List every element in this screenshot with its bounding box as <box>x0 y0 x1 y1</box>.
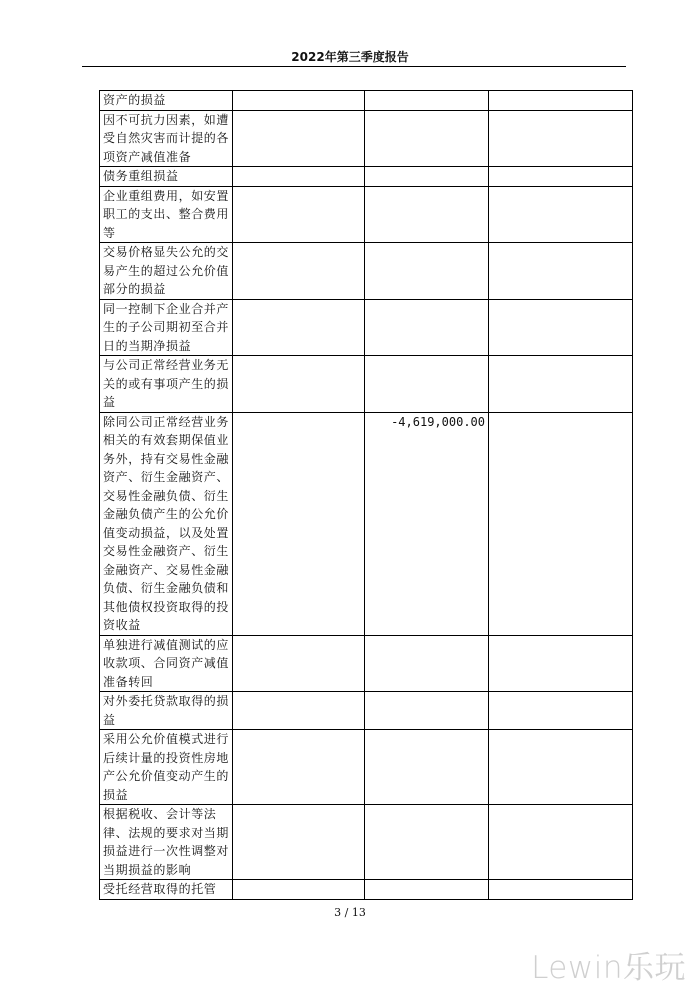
report-header-title: 2022年第三季度报告 <box>291 50 409 64</box>
value-cell <box>489 299 633 356</box>
value-cell <box>365 880 489 900</box>
item-label: 单独进行减值测试的应收款项、合同资产减值准备转回 <box>100 635 233 692</box>
value-cell <box>233 412 365 635</box>
value-cell <box>233 692 365 730</box>
table-row <box>100 805 633 880</box>
item-label: 资产的损益 <box>100 91 233 111</box>
table-row <box>100 167 633 187</box>
value-cell <box>489 880 633 900</box>
value-cell <box>233 805 365 880</box>
value-cell <box>233 91 365 111</box>
item-label: 根据税收、会计等法律、法规的要求对当期损益进行一次性调整对当期损益的影响 <box>100 805 233 880</box>
table-row <box>100 412 633 635</box>
item-label: 交易价格显失公允的交易产生的超过公允价值部分的损益 <box>100 243 233 300</box>
value-cell <box>233 356 365 413</box>
value-cell <box>365 243 489 300</box>
item-label: 同一控制下企业合并产生的子公司期初至合并日的当期净损益 <box>100 299 233 356</box>
value-cell <box>489 243 633 300</box>
item-label: 受托经营取得的托管 <box>100 880 233 900</box>
value-cell <box>233 880 365 900</box>
table-row <box>100 186 633 243</box>
value-cell <box>365 299 489 356</box>
watermark-logo: Lewin乐玩 <box>531 950 686 986</box>
value-cell <box>489 692 633 730</box>
table-row <box>100 91 633 111</box>
value-cell <box>489 635 633 692</box>
fair-value-change-amount: -4,619,000.00 <box>365 412 489 635</box>
value-cell <box>365 635 489 692</box>
header-divider <box>82 66 626 67</box>
item-label: 企业重组费用，如安置职工的支出、整合费用等 <box>100 186 233 243</box>
table-row <box>100 299 633 356</box>
item-label: 采用公允价值模式进行后续计量的投资性房地产公允价值变动产生的损益 <box>100 730 233 805</box>
value-cell <box>365 167 489 187</box>
table-row <box>100 110 633 167</box>
table-row <box>100 692 633 730</box>
item-label: 因不可抗力因素，如遭受自然灾害而计提的各项资产减值准备 <box>100 110 233 167</box>
value-cell <box>365 356 489 413</box>
value-cell <box>233 635 365 692</box>
item-label: 除同公司正常经营业务相关的有效套期保值业务外，持有交易性金融资产、衍生金融资产、交易性金融负债、衍生金融负债产生的公允价值变动损益，以及处置交易性金融资产、衍生金融资产、交易性金融负债、衍生金融负债和其他债权投资取得的投资收益 <box>100 412 233 635</box>
value-cell <box>489 110 633 167</box>
value-cell <box>233 186 365 243</box>
non-recurring-items-table <box>99 90 633 900</box>
item-label: 与公司正常经营业务无关的或有事项产生的损益 <box>100 356 233 413</box>
table-row <box>100 356 633 413</box>
value-cell <box>489 186 633 243</box>
value-cell <box>365 186 489 243</box>
table-row <box>100 635 633 692</box>
value-cell <box>365 805 489 880</box>
table-row <box>100 880 633 900</box>
value-cell <box>489 356 633 413</box>
table-row <box>100 730 633 805</box>
item-label: 对外委托贷款取得的损益 <box>100 692 233 730</box>
value-cell <box>489 91 633 111</box>
value-cell <box>233 243 365 300</box>
item-label: 债务重组损益 <box>100 167 233 187</box>
value-cell <box>365 91 489 111</box>
value-cell <box>489 412 633 635</box>
value-cell <box>365 730 489 805</box>
value-cell <box>233 110 365 167</box>
value-cell <box>489 730 633 805</box>
value-cell <box>365 692 489 730</box>
value-cell <box>233 299 365 356</box>
value-cell <box>233 730 365 805</box>
page-number: 3 / 13 <box>334 906 366 919</box>
value-cell <box>365 110 489 167</box>
value-cell <box>233 167 365 187</box>
value-cell <box>489 167 633 187</box>
table-row <box>100 243 633 300</box>
value-cell <box>489 805 633 880</box>
